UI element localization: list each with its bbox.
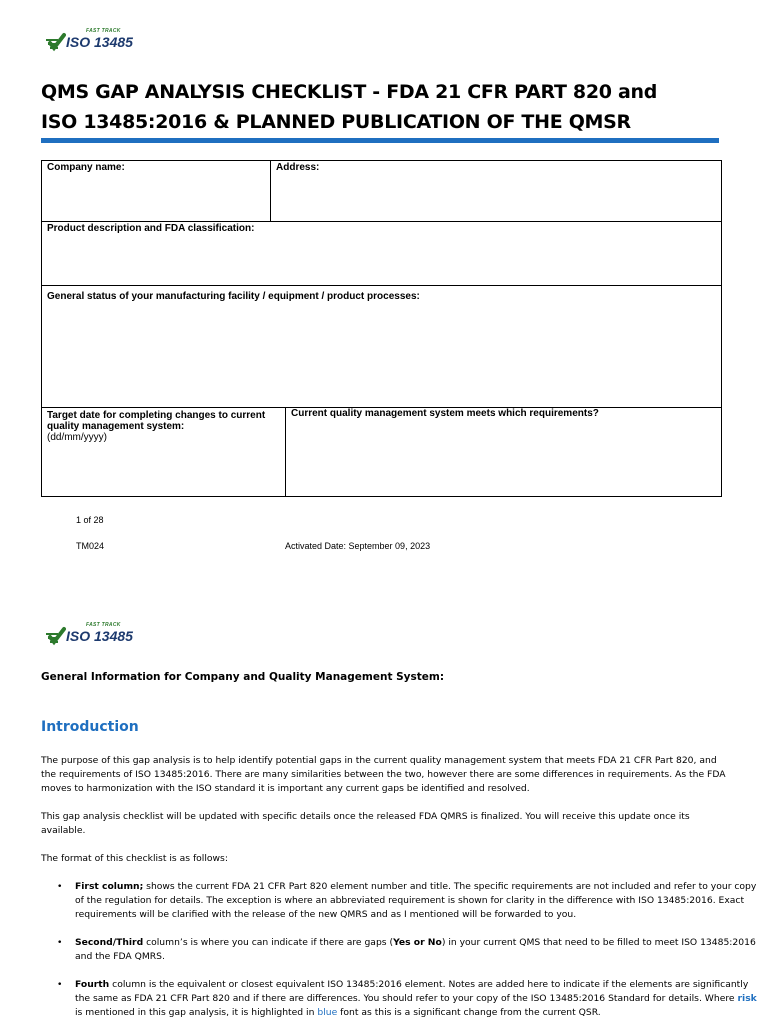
company-logo [44,28,144,54]
address-label: Address: [276,162,320,173]
list-item: • First column; shows the current FDA 21 CFR Part 820 element number and title. The specific requirements are not included and refer to your copy of the regulation for details. The exception is where an abbreviated requirement is shown for clarity in the difference with ISO 13485:2016. Exact requirements will be clarified with the release of the new QMRS and as I mentioned will be forwarded to you. [75,880,765,922]
product-description-label: Product description and FDA classification: [47,223,255,234]
document-code: TM024 [76,541,105,551]
company-info-form [41,160,722,497]
logo-tagline: FAST TRACK [86,622,121,628]
page-number: 1 of 28 [76,515,104,525]
logo-name: ISO 13485 [66,628,133,644]
list-item: • Second/Third column’s is where you can indicate if there are gaps (Yes or No) in your current QMS that need to be filled to meet ISO 13485:2016 and the FDA QMRS. [75,936,765,964]
checkmark-icon [44,32,66,54]
checkmark-icon [44,626,66,648]
title-line-2: ISO 13485:2016 & PLANNED PUBLICATION OF THE QMSR [41,111,631,133]
company-name-field[interactable] [42,161,271,222]
intro-paragraph-2: This gap analysis checklist will be updated with specific details once the released FDA QMRS is finalized. You will receive this update once its available. [41,811,690,836]
requirements-field[interactable] [286,408,722,496]
column-format-list [41,880,765,1034]
target-date-format: (dd/mm/yyyy) [47,432,107,443]
intro-paragraph-3: The format of this checklist is as follows: [41,853,228,864]
target-date-label: Target date for completing changes to current quality management system: [47,410,266,432]
product-description-field[interactable] [42,222,722,286]
target-date-field[interactable] [42,408,286,496]
title-line-1: QMS GAP ANALYSIS CHECKLIST - FDA 21 CFR PART 820 and [41,81,658,103]
intro-paragraph-1: The purpose of this gap analysis is to help identify potential gaps in the current quality management system that meets FDA 21 CFR Part 820, and the requirements of ISO 13485:2016. There are many similarities between the two, however there are some differences in requirements. As the FDA moves to harmonization with the ISO standard it is important any current gaps be identified and resolved. [41,755,726,794]
activated-date: Activated Date: September 09, 2023 [285,541,431,551]
document-title [41,77,731,137]
logo-tagline: FAST TRACK [86,28,121,34]
general-status-label: General status of your manufacturing facility / equipment / product processes: [47,291,420,302]
company-logo [44,622,144,648]
address-field[interactable] [271,161,722,222]
introduction-heading: Introduction [41,719,139,735]
title-divider [41,138,719,143]
requirements-label: Current quality management system meets which requirements? [291,408,599,419]
logo-name: ISO 13485 [66,34,133,50]
company-name-label: Company name: [47,162,125,173]
section-heading: General Information for Company and Quality Management System: [41,671,445,683]
general-status-field[interactable] [42,286,722,408]
list-item: • Fourth column is the equivalent or closest equivalent ISO 13485:2016 element. Notes are added here to indicate if the elements are significantly the same as FDA 21 CFR Part 820 and if there are differences. You should refer to your copy of the ISO 13485:2016 Standard for details. Where risk is mentioned in this gap analysis, it is highlighted in blue font as this is a significant change from the current QSR. [75,978,765,1020]
